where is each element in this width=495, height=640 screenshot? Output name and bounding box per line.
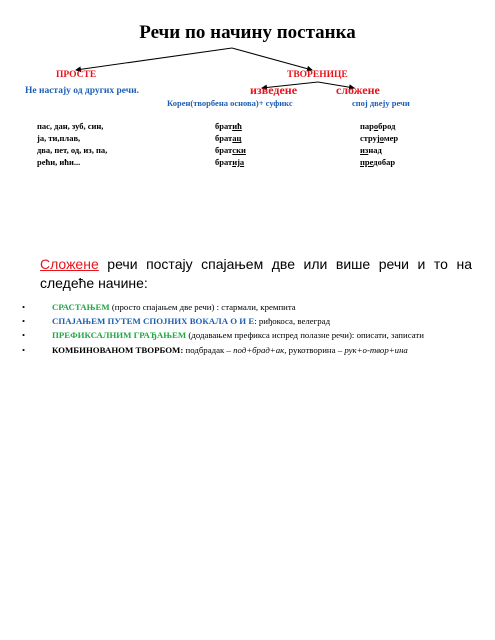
page-title: Речи по начину постанка	[139, 22, 356, 43]
list-item: • ПРЕФИКСАЛНИМ ГРАЂАЊЕМ (додавањем префикса испред полазне речи): описати, записати	[22, 328, 424, 342]
compound-subtitle: спој двеју речи	[352, 98, 410, 108]
list-item: струјомер	[360, 133, 399, 143]
bullet-term: ПРЕФИКСАЛНИМ ГРАЂАЊЕМ	[52, 330, 187, 341]
list-item: рећи, ићи...	[37, 157, 81, 167]
simple-word-list	[37, 120, 107, 168]
list-item: предобар	[360, 157, 396, 167]
bullet-icon: •	[22, 316, 26, 327]
bullet-term: СПАЈАЊЕМ ПУТЕМ СПОЈНИХ ВОКАЛА О И Е	[52, 316, 255, 327]
bullet-icon: •	[22, 344, 26, 355]
derived-group-heading: ТВОРЕНИЦЕ	[287, 70, 348, 80]
bullet-term: СРАСТАЊЕМ	[52, 302, 110, 312]
derived-subtitle: Корен(творбена основа)+ суфикс	[167, 98, 293, 108]
list-item: два, пет, од, из, па,	[37, 145, 108, 155]
bullet-icon: •	[22, 302, 26, 312]
list-item: пароброд	[360, 121, 396, 131]
list-item: пас, дан, зуб, син,	[37, 121, 104, 131]
derived-heading: изведене	[250, 83, 298, 97]
simple-subtitle: Не настају од других речи.	[25, 86, 139, 96]
paragraph-text: речи постају спајањем две или више речи и то на следеће начине:	[40, 256, 472, 291]
arrow-to-simple	[76, 48, 232, 70]
arrow-to-derived-group	[232, 48, 312, 70]
list-item: братић	[215, 121, 242, 131]
list-item: братски	[215, 145, 246, 155]
simple-heading: ПРОСТЕ	[56, 70, 97, 80]
list-item: • СПАЈАЊЕМ ПУТЕМ СПОЈНИХ ВОКАЛА О И Е: риђокоса, велеград	[22, 314, 424, 328]
derived-word-list	[215, 120, 246, 168]
bullet-icon: •	[22, 330, 26, 341]
list-item: • КОМБИНОВАНОМ ТВОРБОМ: подбрадак – под+брад+ак, рукотворина – рук+о-твор+ина	[22, 343, 424, 357]
paragraph-highlight: Сложене	[40, 256, 99, 272]
list-item: ја, ти,плав,	[37, 133, 81, 143]
list-item: братија	[215, 157, 245, 167]
intro-paragraph	[40, 255, 472, 293]
method-list	[22, 300, 424, 357]
bullet-term: КОМБИНОВАНОМ ТВОРБОМ:	[52, 344, 184, 355]
compound-heading: сложене	[336, 83, 380, 97]
list-item: изнад	[360, 145, 382, 155]
list-item: братац	[215, 133, 242, 143]
compound-word-list	[360, 120, 398, 168]
list-item: • СРАСТАЊЕМ (просто спајањем две речи) : стармали, кремпита	[22, 300, 424, 314]
